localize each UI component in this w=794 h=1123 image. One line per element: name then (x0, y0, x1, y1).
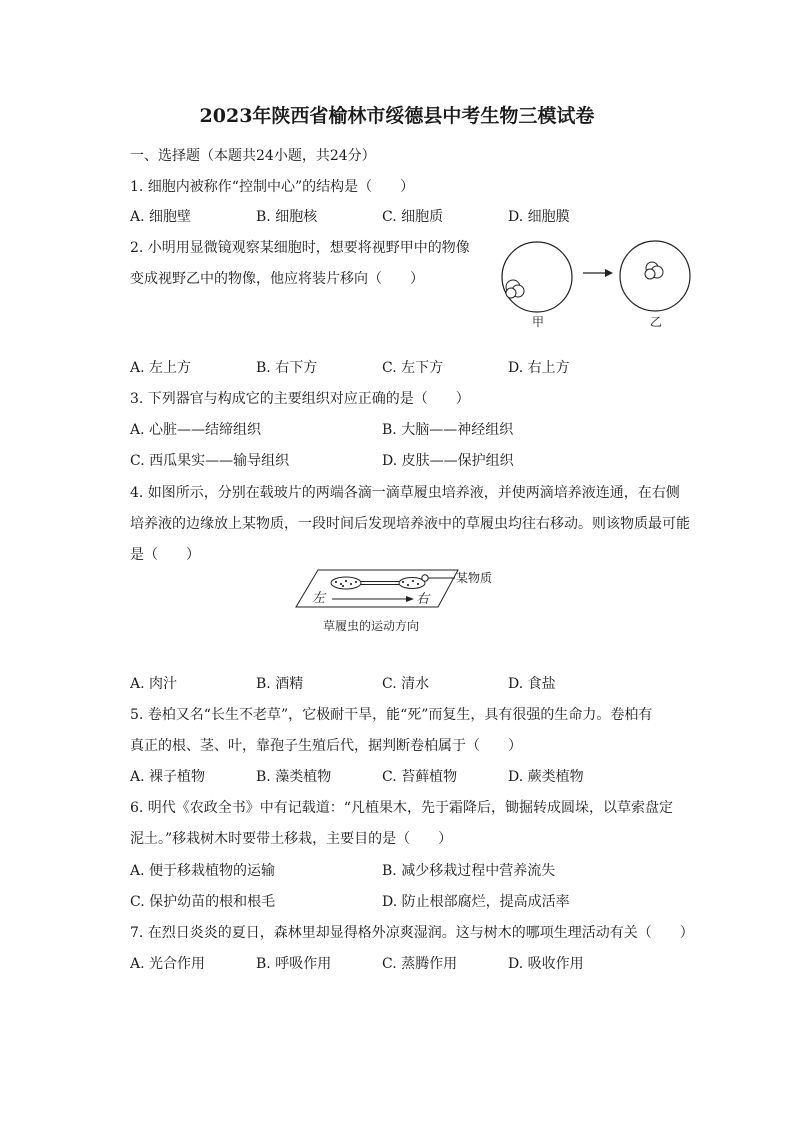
q3-option-a: A. 心脏——结缔组织 (130, 422, 262, 438)
question-7-stem: 7. 在烈日炎炎的夏日，森林里却显得格外凉爽湿润。这与树木的哪项生理活动有关（ ） (130, 925, 694, 941)
label-left: 左 (312, 591, 326, 606)
label-jia: 甲 (532, 315, 545, 329)
q1-option-a: A. 细胞壁 (130, 209, 192, 225)
question-2-stem-line1: 2. 小明用显微镜观察某细胞时，想要将视野甲中的物像 (130, 240, 470, 256)
section-heading: 一、选择题（本题共24小题，共24分） (130, 148, 376, 164)
direction-arrow-head (406, 596, 414, 602)
q5-option-d: D. 蕨类植物 (508, 769, 584, 785)
cell-image-jia (506, 288, 516, 298)
question-1-stem: 1. 细胞内被称作“控制中心”的结构是（ ） (130, 179, 415, 195)
q3-option-d: D. 皮肤——保护组织 (382, 453, 514, 469)
question-2-stem-line2: 变成视野乙中的物像，他应将装片移向（ ） (130, 271, 424, 287)
cell-image-yi (645, 269, 655, 279)
question-3-stem: 3. 下列器官与构成它的主要组织对应正确的是（ ） (130, 391, 470, 407)
q2-option-c: C. 左下方 (382, 360, 444, 376)
q4-option-d: D. 食盐 (508, 676, 556, 692)
microscope-fields-figure (495, 236, 705, 336)
q5-option-a: A. 裸子植物 (130, 769, 206, 785)
question-4-stem-line3: 是（ ） (130, 547, 200, 563)
q5-option-b: B. 藻类植物 (256, 769, 332, 785)
q6-option-a: A. 便于移栽植物的运输 (130, 863, 276, 879)
figure-caption: 草履虫的运动方向 (323, 619, 420, 633)
q6-option-b: B. 减少移栽过程中营养流失 (382, 863, 556, 879)
q4-option-c: C. 清水 (382, 676, 430, 692)
question-6-stem-line1: 6. 明代《农政全书》中有记载道：“凡植果木，先于霜降后，锄掘转成圆垛，以草索盘定 (130, 800, 673, 816)
label-substance: 某物质 (456, 571, 493, 585)
question-5-stem-line2: 真正的根、茎、叶，靠孢子生殖后代，据判断卷柏属于（ ） (130, 738, 522, 754)
q3-option-b: B. 大脑——神经组织 (382, 422, 514, 438)
q7-option-c: C. 蒸腾作用 (382, 956, 458, 972)
q5-option-c: C. 苔藓植物 (382, 769, 458, 785)
field-jia-circle (502, 242, 572, 312)
q1-option-d: D. 细胞膜 (508, 209, 570, 225)
label-right: 右 (416, 592, 430, 607)
q2-option-a: A. 左上方 (130, 360, 192, 376)
q2-option-b: B. 右下方 (256, 360, 318, 376)
q4-option-a: A. 肉汁 (130, 676, 178, 692)
page-title: 2023年陕西省榆林市绥德县中考生物三模试卷 (199, 105, 595, 127)
question-6-stem-line2: 泥土。”移栽树木时要带土移栽，主要目的是（ ） (130, 831, 453, 847)
q6-option-c: C. 保护幼苗的根和根毛 (130, 894, 276, 910)
q6-option-d: D. 防止根部腐烂，提高成活率 (382, 894, 570, 910)
q1-option-c: C. 细胞质 (382, 209, 444, 225)
culture-drop-left (331, 577, 361, 589)
q7-option-d: D. 吸收作用 (508, 956, 584, 972)
paramecium-slide-figure (290, 566, 520, 638)
q1-option-b: B. 细胞核 (256, 209, 318, 225)
label-yi: 乙 (650, 315, 663, 329)
question-4-stem-line2: 培养液的边缘放上某物质，一段时间后发现培养液中的草履虫均往右移动。则该物质最可能 (130, 516, 690, 532)
arrow-head (605, 269, 613, 277)
q3-option-c: C. 西瓜果实——输导组织 (130, 453, 290, 469)
q7-option-b: B. 呼吸作用 (256, 956, 332, 972)
q4-option-b: B. 酒精 (256, 676, 304, 692)
q2-option-d: D. 右上方 (508, 360, 570, 376)
substance-particle (422, 575, 428, 581)
question-5-stem-line1: 5. 卷柏又名“长生不老草”，它极耐干旱，能“死”而复生，具有很强的生命力。卷柏有 (130, 707, 653, 723)
question-4-stem-line1: 4. 如图所示，分别在载玻片的两端各滴一滴草履虫培养液，并使两滴培养液连通，在右侧 (130, 485, 680, 501)
q7-option-a: A. 光合作用 (130, 956, 206, 972)
